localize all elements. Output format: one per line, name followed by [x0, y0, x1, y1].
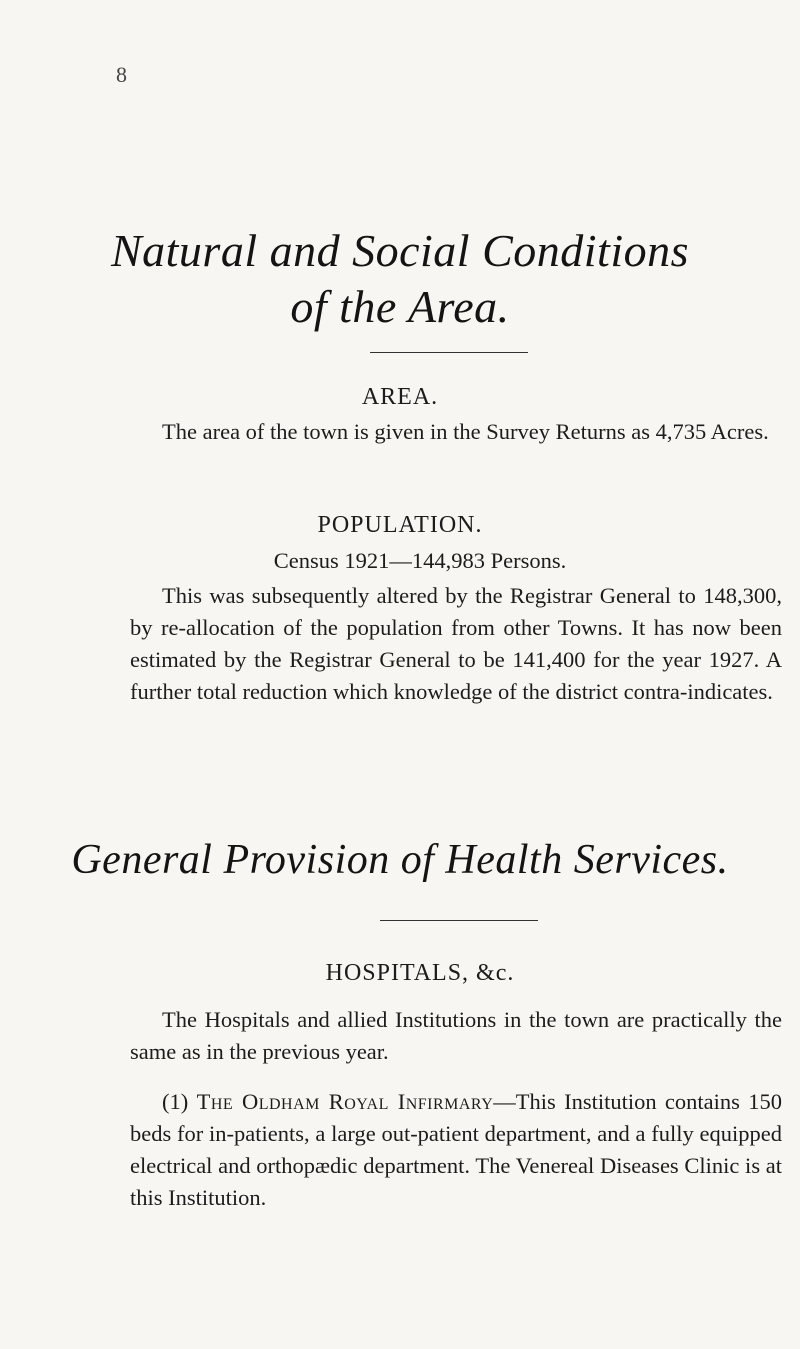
population-paragraph: This was subsequently altered by the Registrar General to 148,300, by re-allocation of the population from other Towns. It has now been estimated by the Registrar General to be 141,400 for the year 1927. A further total reduction which knowledge of the district contra-indicates. [130, 583, 782, 704]
census-line: Census 1921—144,983 Persons. [273, 548, 567, 573]
section-title-line1: Natural and Social Conditions [110, 225, 690, 276]
item1-name: The Oldham Royal Infirmary [196, 1089, 494, 1114]
item1-paragraph [130, 1086, 782, 1214]
page-number: 8 [116, 62, 127, 87]
section-title-line2: of the Area. [290, 281, 510, 332]
area-heading: AREA. [361, 384, 439, 410]
population-heading: POPULATION. [317, 512, 483, 538]
hospitals-heading: HOSPITALS, &c. [325, 960, 515, 986]
section2-divider [380, 920, 538, 921]
area-paragraph: The area of the town is given in the Survey Returns as 4,735 Acres. [162, 419, 769, 444]
section2-title: General Provision of Health Services. [71, 837, 729, 883]
hospitals-intro-paragraph: The Hospitals and allied Institutions in the town are practically the same as in the previous year. [130, 1007, 782, 1064]
title-divider [370, 352, 528, 353]
item1-number: (1) [162, 1089, 189, 1114]
item1-text: —This Institution contains 150 beds for in-patients, a large out-patient department, and a fully equipped electrical and orthopædic department. The Venereal Diseases Clinic is at this Institution. [130, 1089, 782, 1210]
